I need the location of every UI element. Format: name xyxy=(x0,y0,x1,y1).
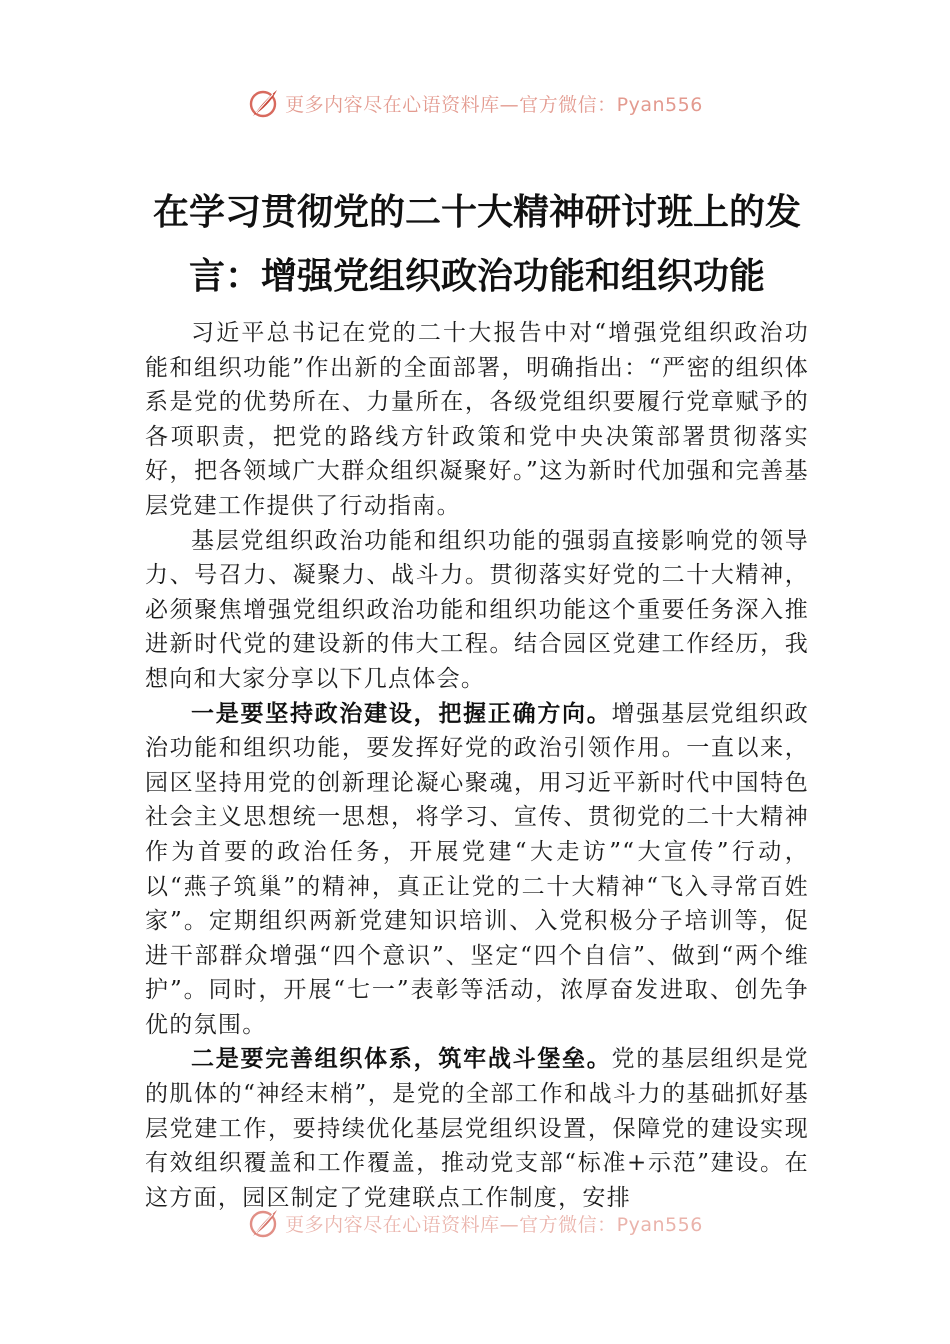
paragraph-text: 党的基层组织是党的肌体的“神经末梢”，是党的全部工作和战斗力的基础抓好基层党建工作，要持续优化基层党组织设置，保障党的建设实现有效组织覆盖和工作覆盖，推动党支部“标准+示范”建设。在这方面，园区制定了党建联点工作制度，安排 xyxy=(145,1046,809,1211)
paragraph xyxy=(145,316,809,524)
document-title: 在学习贯彻党的二十大精神研讨班上的发言：增强党组织政治功能和组织功能 xyxy=(152,191,801,297)
paragraph xyxy=(145,524,809,697)
paragraph-text: 基层党组织政治功能和组织功能的强弱直接影响党的领导力、号召力、凝聚力、战斗力。贯彻落实好党的二十大精神，必须聚焦增强党组织政治功能和组织功能这个重要任务深入推进新时代党的建设新的伟大工程。结合园区党建工作经历，我想向和大家分享以下几点体会。 xyxy=(145,527,809,692)
paragraph-text: 增强基层党组织政治功能和组织功能，要发挥好党的政治引领作用。一直以来，园区坚持用党的创新理论凝心聚魂，用习近平新时代中国特色社会主义思想统一思想，将学习、宣传、贯彻党的二十大精神作为首要的政治任务，开展党建“大走访”“大宣传”行动，以“燕子筑巢”的精神，真正让党的二十大精神“飞入寻常百姓家”。定期组织两新党建知识培训、入党积极分子培训等，促进干部群众增强“四个意识”、坚定“四个自信”、做到“两个维护”。同时，开展“七一”表彰等活动，浓厚奋发进取、创先争优的氛围。 xyxy=(145,700,809,1038)
paragraph-lead: 一是要坚持政治建设，把握正确方向。 xyxy=(191,699,612,727)
watermark-header xyxy=(0,86,950,120)
paragraph-lead: 二是要完善组织体系，筑牢战斗堡垒。 xyxy=(191,1045,612,1073)
feather-pen-logo-icon xyxy=(247,1206,281,1240)
paragraph xyxy=(145,697,809,1043)
paragraph xyxy=(145,1042,809,1215)
document-body xyxy=(145,316,809,1215)
paragraph-text: 习近平总书记在党的二十大报告中对“增强党组织政治功能和组织功能”作出新的全面部署，明确指出：“严密的组织体系是党的优势所在、力量所在，各级党组织要履行党章赋予的各项职责，把党的路线方针政策和党中央决策部署贯彻落实好，把各领域广大群众组织凝聚好。”这为新时代加强和完善基层党建工作提供了行动指南。 xyxy=(145,320,809,519)
watermark-footer xyxy=(0,1206,950,1240)
watermark-text: 更多内容尽在心语资料库—官方微信：Pyan556 xyxy=(285,1213,703,1236)
feather-pen-logo-icon xyxy=(247,86,281,120)
watermark-text: 更多内容尽在心语资料库—官方微信：Pyan556 xyxy=(285,93,703,116)
